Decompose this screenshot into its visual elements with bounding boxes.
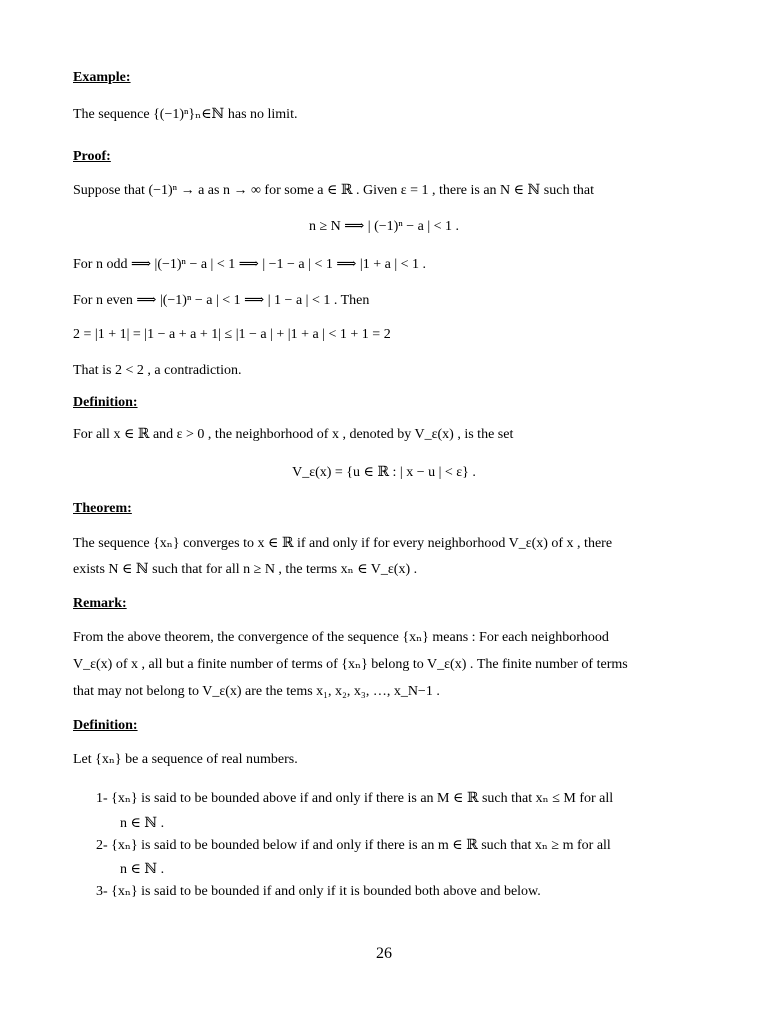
proof-line-3: For n odd ⟹ |(−1)ⁿ − a | < 1 ⟹ | −1 − a | < 1 ⟹ |1 + a | < 1 .	[73, 257, 427, 272]
proof-line-5: 2 = |1 + 1| = |1 − a + a + 1| ≤ |1 − a | + |1 + a | < 1 + 1 = 2	[73, 327, 391, 342]
example-sentence: The sequence {(−1)ⁿ}ₙ∈ℕ has no limit.	[73, 107, 298, 122]
list-item	[96, 883, 541, 901]
proof-line-6: That is 2 < 2 , a contradiction.	[73, 363, 242, 378]
definition-2-intro: Let {xₙ} be a sequence of real numbers.	[73, 752, 298, 767]
list-item	[96, 790, 613, 808]
proof-line-2: n ≥ N ⟹ | (−1)ⁿ − a | < 1 .	[308, 219, 460, 234]
list-item-text: {xₙ} is said to be bounded above if and only if there is an M ∈ ℝ such that xₙ ≤ M for all	[111, 791, 614, 806]
list-item-number: 3-	[96, 884, 108, 899]
definition-1-line-2: V_ε(x) = {u ∈ ℝ : | x − u | < ε} .	[292, 465, 476, 480]
list-item-text: {xₙ} is said to be bounded if and only if it is bounded both above and below.	[111, 884, 541, 899]
list-item-continuation: n ∈ ℕ .	[120, 816, 165, 831]
remark-heading: Remark:	[73, 596, 127, 611]
list-item-continuation: n ∈ ℕ .	[120, 862, 165, 877]
definition-1-line-1: For all x ∈ ℝ and ε > 0 , the neighborhood of x , denoted by V_ε(x) , is the set	[73, 427, 514, 442]
theorem-line-2: exists N ∈ ℕ such that for all n ≥ N , the terms xₙ ∈ V_ε(x) .	[73, 562, 418, 577]
definition-1-heading: Definition:	[73, 395, 138, 410]
remark-line-3: that may not belong to V_ε(x) are the tems x₁, x₂, x₃, …, x_N−1 .	[73, 684, 440, 699]
page-number: 26	[376, 945, 392, 962]
proof-line-1: Suppose that (−1)ⁿ → a as n → ∞ for some a ∈ ℝ . Given ε = 1 , there is an N ∈ ℕ such that	[73, 183, 594, 198]
remark-line-2: V_ε(x) of x , all but a finite number of terms of {xₙ} belong to V_ε(x) . The finite number of terms	[73, 657, 628, 672]
theorem-line-1: The sequence {xₙ} converges to x ∈ ℝ if and only if for every neighborhood V_ε(x) of x , there	[73, 536, 613, 551]
remark-line-1: From the above theorem, the convergence of the sequence {xₙ} means : For each neighborhood	[73, 630, 609, 645]
list-item-number: 2-	[96, 838, 108, 853]
theorem-heading: Theorem:	[73, 501, 132, 516]
proof-heading: Proof:	[73, 149, 111, 164]
list-item-number: 1-	[96, 791, 108, 806]
proof-line-4: For n even ⟹ |(−1)ⁿ − a | < 1 ⟹ | 1 − a | < 1 . Then	[73, 293, 370, 308]
example-heading: Example:	[73, 70, 131, 85]
list-item	[96, 837, 611, 855]
definition-2-heading: Definition:	[73, 718, 138, 733]
list-item-text: {xₙ} is said to be bounded below if and only if there is an m ∈ ℝ such that xₙ ≥ m for all	[111, 838, 611, 853]
